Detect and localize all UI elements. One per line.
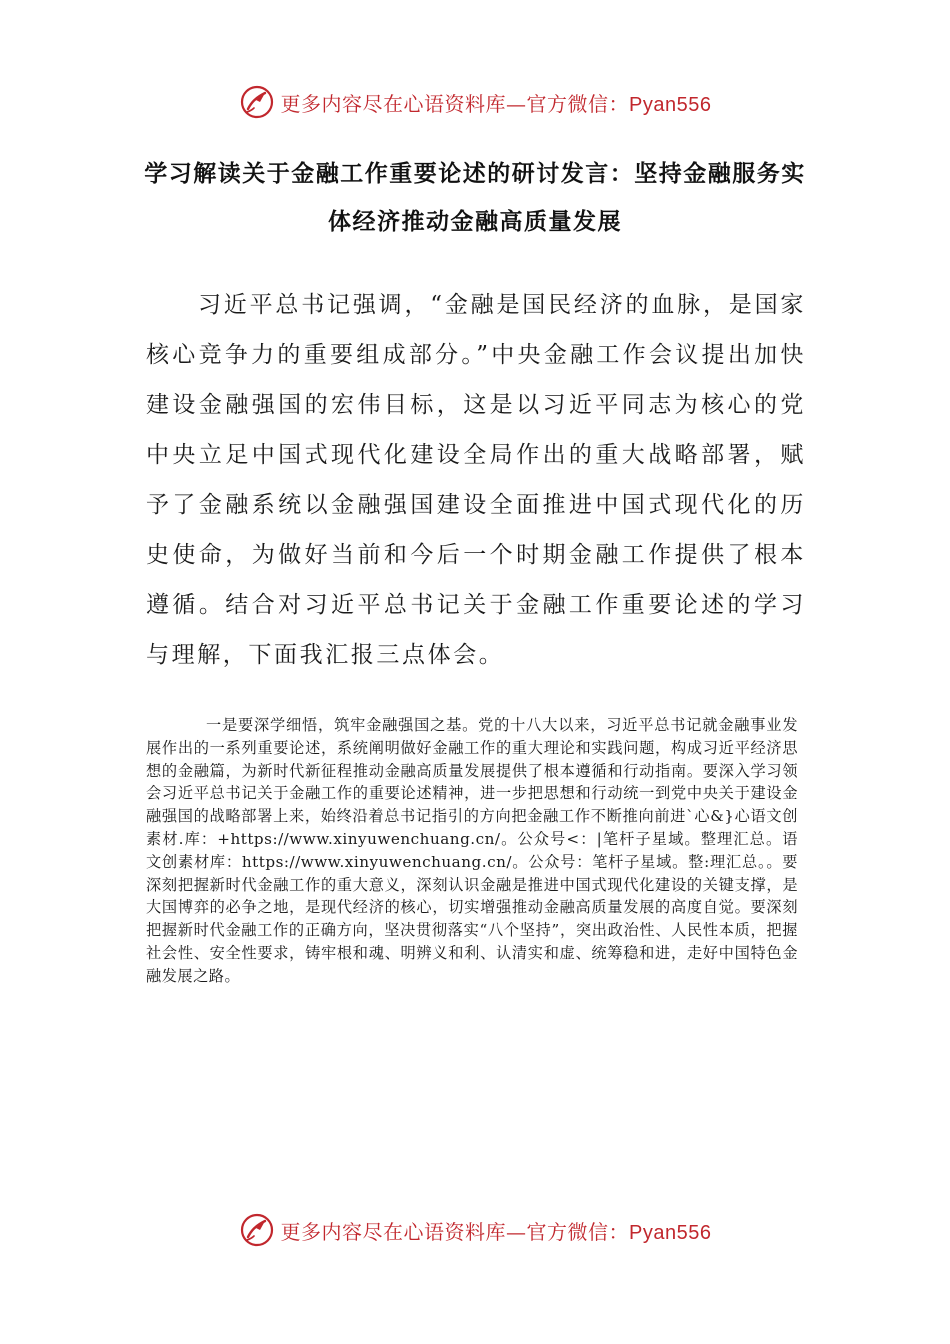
banner-text: [281, 1216, 712, 1245]
document-title: 学习解读关于金融工作重要论述的研讨发言：坚持金融服务实体经济推动金融高质量发展: [144, 161, 806, 235]
pen-logo-icon: [239, 1212, 275, 1248]
footer-banner: [0, 1210, 950, 1250]
body-paragraph: 一是要深学细悟，筑牢金融强国之基。党的十八大以来，习近平总书记就金融事业发展作出的一系列重要论述，系统阐明做好金融工作的重大理论和实践问题，构成习近平经济思想的金融篇，为新时代新征程推动金融高质量发展提供了根本遵循和行动指南。要深入学习领会习近平总书记关于金融工作的重要论述精神，进一步把思想和行动统一到党中央关于建设金融强国的战略部署上来，始终沿着总书记指引的方向把金融工作不断推向前进`心&}心语文创素材.库：+https://www.xinyuwenchuang.cn/。公众号<：|笔杆子星域。整理汇总。语文创素材库：https://www.xinyuwenchuang.cn/。公众号：笔杆子星域。整:理汇总。。要深刻把握新时代金融工作的重大意义，深刻认识金融是推进中国式现代化建设的关键支撑，是大国博弈的必争之地，是现代经济的核心，切实增强推动金融高质量发展的高度自觉。要深刻把握新时代金融工作的正确方向，坚决贯彻落实“八个坚持”，突出政治性、人民性本质，把握社会性、安全性要求，铸牢根和魂、明辨义和利、认清实和虚、统筹稳和进，走好中国特色金融发展之路。: [146, 716, 798, 985]
banner-text: [281, 88, 712, 117]
banner-text-cn: 更多内容尽在心语资料库—官方微信：: [280, 1219, 630, 1244]
banner-wechat-id: Pyan556: [629, 93, 712, 116]
pen-logo-icon: [239, 84, 275, 120]
header-banner: [0, 82, 950, 122]
lead-paragraph: 习近平总书记强调，“金融是国民经济的血脉，是国家核心竞争力的重要组成部分。”中央金融工作会议提出加快建设金融强国的宏伟目标，这是以习近平同志为核心的党中央立足中国式现代化建设全局作出的重大战略部署，赋予了金融系统以金融强国建设全面推进中国式现代化的历史使命，为做好当前和今后一个时期金融工作提供了根本遵循。结合对习近平总书记关于金融工作重要论述的学习与理解，下面我汇报三点体会。: [146, 292, 806, 668]
banner-text-cn: 更多内容尽在心语资料库—官方微信：: [280, 91, 630, 116]
banner-wechat-id: Pyan556: [629, 1221, 712, 1244]
